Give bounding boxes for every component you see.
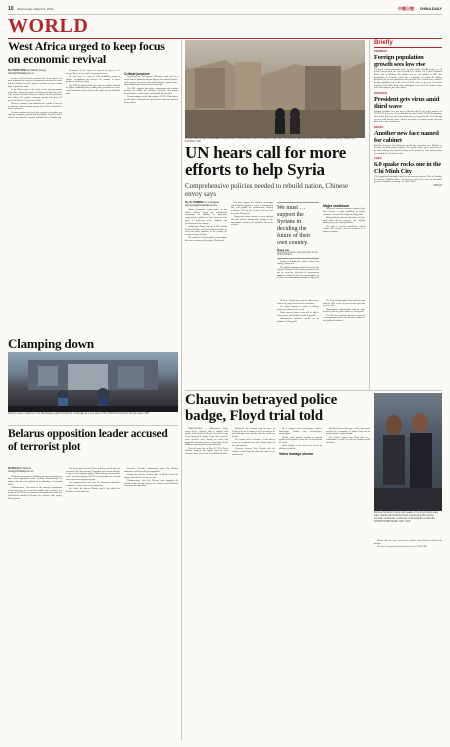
chauvin-photo-caption: Attorney Benjamin Crump (left), leader of the Floyd family legal team, stands with Philonise Floyd (center) and other family members outside the courthouse in Minneapolis on Monday. CHRISTOPHER MARK JUHL / AFP: [374, 512, 438, 523]
brief-item: PAKISTAN President gets virus amid third wave Pakistan President Arif Alvi said on Monday that he has tested positive for COVID-19. In a tweet, Alvi said he had developed mild COVID-19 symptoms. Alvi said he had received booster shots and was in good health. Alvi, who had received both vaccine doses, advised the public to remain careful amid the third wave of the coronavirus.: [374, 92, 442, 124]
chauvin-headline: Chauvin betrayed police badge, Floyd trial told: [185, 392, 338, 424]
page-date: Wednesday, March 9, 2022: [17, 7, 54, 11]
pull-quote-text: We must … support the Syrians in deciding the future of their own country.: [277, 205, 311, 246]
brief-item: GERMANY Foreign population growth sees low rise Germany's foreign population grew by only about 300,000 people, or 2.8 percent year-on-year, the lowest growth in a decade, the Federal Statistical Office said on Monday. The number rose to 11.8 million in 2021. Net immigration to Germany, which has a population of around 83 million, plunged by 41 percent compared to the previous year. Growth of the country's foreign population fell to the level of 2010, when it grew by 1.6 percent compared with 2020. Most of the immigrants came from EU member states and Asian countries, the office added.: [374, 50, 442, 90]
clamp-photo-art: [8, 352, 178, 412]
masthead: CHINA DAILY: [419, 6, 442, 11]
belarus-headline: Belarus opposition leader accused of terrorist plot: [8, 428, 168, 453]
syria-headline: UN hears call for more efforts to help Syria: [185, 143, 347, 179]
chauvin-col2: Blackwell said Chauvin kept his knee on Floyd's neck for 9 minutes and 29 seconds as he lay handcuffed and pleaded that he could not breathe. The murder trial of Chauvin, a white officer, is seen as a landmark case in the United States on race and policing. Chauvin's attorney Eric Nelson said the evidence would show his client did what he was trained to do.: [232, 428, 275, 456]
brief-item: CHILE 6.0 quake rocks one in the Chi Minh City A 6.0 magnitude earthquake struck off the coast of northern Chile on Monday, the country's National Office of Emergency said. There were no immediate reports of casualties or damage, the office added.: [374, 157, 442, 184]
syria-byline: By LIU YINMENG in Los Angeles liuyinmeng@chinadailyusa.com: [185, 202, 220, 207]
chauvin-photo: [374, 393, 442, 511]
briefly-credit: XINHUA: [433, 185, 442, 188]
pull-quote-title: China's permanent representative to the United Nations: [277, 251, 318, 256]
syria-col1: China's permanent representative to the United Nations urged the international community on Monday to implement comprehensive policies to help Syria meet the goals of achieving peace, stability and development in the country. Ambassador Zhang Jun told a UN Security Council briefing on the humanitarian situation in Syria that many problems in the country are worthy of deep reflection. The conflict in Syria has taken a tremendous toll on the country and its people, Zhang said.: [185, 209, 227, 242]
syria-col4: Unilateral sanctions measures against Syria have become a major roadblock to Syria's economic and social development, Zhang said. Zhang said governments and parties of Syria must make greater progress, and regional stability is key to a lasting solution. The right to exercise self-defense, which enabled the Council, must be resolved as a matter of priority.: [323, 208, 365, 234]
belarus-col3: President Alexander Lukashenko said: The Belarus authorities will not let this go unpunished. Lukashenko and his wealthy allies in Minsk denied the charges and said the election was fair. Tikhanovskaya, who fled Belarus after disputing the official results, said the charges were baseless and fabricated to pressure the opposition.: [124, 468, 178, 488]
syria-col5: Of those, Zhang said, must be addressed to achieve the progress of peaceful resolution. We cannot continue to watch as ordinary people go without food, he said. China sincerely hopes Syria will be able to restore peace and stability as soon as possible. Humanitarian assistance should not be politicized, Zhang said.: [277, 300, 319, 323]
lead-byline: By OTIATO OPALI in Nairobi, Kenya otiato@chinadaily.com.cn: [8, 70, 46, 75]
chauvin-photo-art: [374, 393, 442, 511]
chauvin-subhead: Video footage shown: [279, 452, 314, 457]
clamp-headline: Clamping down: [8, 336, 94, 351]
syria-photo: [185, 40, 365, 138]
lead-story: [8, 40, 178, 375]
masthead-cn: 中國日報: [398, 5, 414, 11]
lead-col1: Leaders of West African countries have been urged to do more to protect the increase in coronavirus infections to ensure that the prospects for the region's economic recovery remain high, experts have said. At the 22nd session of the heads of state and government of the West African Economic and Monetary Union last week, Côte d'Ivoire President Alassane Ouattara said the pandemic had slashed the region's economic growth rate from 6.6 percent in 2019 to 1.8 percent in 2020. However, Ouattara, who addressed the session in his role as chairman, said economic growth rate in 2021 rebounded to above 5 percent. We must continue and accelerate reforms to strengthen our capacity to produce pharmaceutical products, vaccines, and to enhance our collective response to health crises, Ouattara said.: [8, 77, 62, 120]
lead-subhead: Critical juncture: [124, 71, 150, 76]
pull-quote-name: Zhang Jun: [277, 248, 290, 252]
belarus-col1: Belarusian prosecutors on Monday opened an investigation into exiled opposition leader Svetlana Tikhanovskaya on charges that she was involved in the planning of a terrorist attack. Tikhanovskaya, who stood in the country's presidential election last year, was accused alongside some members of a group called DVOK, an association of opposition former law enforcement officials in Belarus, the country's state agency Belta reported.: [8, 475, 62, 500]
lead-col3: Separately, the International Monetary Fund said in a report that the pandemic has put Nigeria at a critical juncture, as the country entered the crisis with lifting per capita income, high inflation and persistent fiscal challenges. The IMF suggests that policy adjustments and reforms designed to unlock the country's potential, and greater diversification, would ensure a sustainable growth path. We must support in the fight against COVID-19 and invest for the future, noting that the government could not afford to delay reforms.: [124, 76, 178, 104]
chauvin-col3: He is charged with second-degree murder, third-degree murder and second-degree manslaughter. Floyd's death sparked months of protests against racial injustice across the US and around the world. Video footage of the arrest was viewed by millions worldwide.: [279, 428, 322, 451]
syria-photo-art: [185, 40, 365, 138]
page-number: 10: [8, 6, 14, 12]
lead-headline: West Africa urged to keep focus on economic revival: [8, 39, 165, 66]
chauvin-col4: Blackwell showed the jury a video of the arrest recorded by a bystander, in which Floyd can be heard saying he cannot breathe. The defense argued that Floyd died of a combination of drug use and pre-existing health conditions.: [326, 428, 370, 445]
pull-quote: [277, 202, 319, 259]
belarus-byline: By REN QI in Moscow renqi@chinadaily.com.cn: [8, 468, 34, 473]
belarus-col2: The Prosecutor-General's Office of Belarus said it had sent requests to the State Security Committee and interior ministry to open an investigation against Tikhanovskaya and members of the so-called initiative BYPOL for preparation for terrorist acts as part of an organized group. The announcement came after the Belarusian authorities conducted a search of the exiled opposition. On Friday, the Interior Ministry said it had added the initiative to its terrorist list.: [66, 468, 120, 493]
clamp-photo: [8, 352, 178, 412]
syria-photo-caption: Women walk through a devastated neighborhood in Syria's Idlib Province on March 12 last year. The province has seen some of the war's heaviest fighting. OMAR HAJ KADOUR / AFP: [185, 138, 356, 143]
syria-col3: Syrians in deciding the future of their own country, Zhang said. The global community should also help Syria fight the deadlock of the Syrian government, and put the cross-line deliveries of humanitarian supplies to northwest Syria in a meaningful way to ensure the humanitarian situation is improved.: [277, 260, 320, 280]
chauvin-col1: MINNEAPOLIS — Minneapolis police officer Derek Chauvin, who is charged with murder in the death of African American George Floyd, betrayed the badge of his office when he used excessive force during an arrest that triggered worldwide protests, a prosecutor said on Monday in opening statements of his trial. You will learn that on May 25, 2020, Derek Chauvin betrayed this badge when he used excessive force, prosecutor Jerry Blackwell said.: [185, 428, 228, 455]
briefly-label: Briefly: [374, 40, 442, 48]
lead-col2: Economies in the region are expected to grow at 6.3 percent this year as a result of ongoing recovery. He said there is a need to keep mobilizing efforts to finance vaccinations and increase the number of doses produced within the region. The IMF has projected that the recovery would be boosted by higher commodity prices, adding that a potential new wave of the pandemic and insecurity in the region are key downside risks.: [66, 70, 120, 95]
syria-subhead: Major roadblock: [323, 203, 350, 208]
brief-item: BRAZIL Another new face named for cabinet Brazilian President Jair Bolsonaro on Monday appointed new Minister of Tourism, his third tourism minister. The minister takes up the post after the previous minister was named secretary of the presidency. The announcement was made by the President's office.: [374, 126, 442, 155]
syria-col2: We must support the national sovereignty and territorial integrity, a series of international law, and uphold the unanimously adopted resolution 2254 by the council, and cut with terrorism, Zhang said. Zhang said regime change is not a solution and that without fundamental change in the humanitarian situation, the problems will not be resolved.: [231, 202, 273, 227]
briefly-column: [374, 40, 442, 385]
syria-col6: The Syria Humanitarian Fund said the main fund for 2022 is now 50 percent more than last year, he said. Humanitarian organizations said the main needs in Syria are greater than ever, Zhang said. The UN envoy said the situation in Syria is at a crossroads and the Council must continue to seek political solutions.: [323, 300, 365, 323]
clamp-caption: Workers clean a machine in the Mauritanian capital Nouakchott on Monday as a new wave of the COVID-19 pandemic hits the region. AFP: [8, 413, 150, 415]
belarus-story: [8, 428, 178, 743]
syria-deck: Comprehensive policies needed to rebuild nation, Chinese envoy says: [185, 182, 349, 198]
chauvin-col-extra: Nelson said the jury would hear evidence that Chauvin followed his training. The trial is expected to last about four weeks. AGENCIES: [374, 540, 442, 548]
section-title: WORLD: [8, 15, 89, 37]
